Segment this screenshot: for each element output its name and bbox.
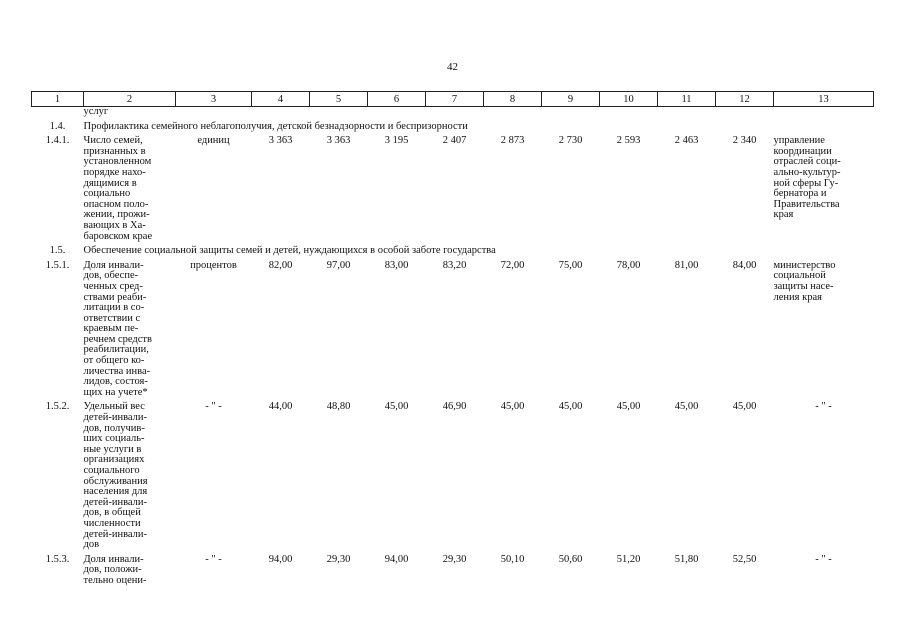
indicators-table: [31, 91, 874, 587]
text-line: отраслей соци-: [773, 156, 841, 168]
section-title: Профилактика семейного неблагополучия, детской безнадзорности и беспризорности: [83, 120, 468, 132]
indicator-value: 45,00: [732, 401, 757, 413]
text-line: дов, получив-: [83, 422, 145, 434]
indicator-value: 2 730: [558, 135, 583, 147]
indicator-value: 2 407: [442, 135, 467, 147]
section-title: Обеспечение социальной защиты семей и детей, нуждающихся в особой заботе государства: [83, 245, 496, 257]
text-line: краевым пе-: [83, 323, 139, 335]
text-line: лидов, состоя-: [83, 376, 148, 388]
indicator-value: 50,10: [500, 553, 525, 565]
text-line: жении, прожи-: [83, 209, 150, 221]
text-line: защиты насе-: [773, 280, 834, 292]
section-number: 1.4.: [49, 120, 66, 132]
indicator-name: [84, 551, 176, 587]
indicator-unit: - " -: [205, 401, 222, 413]
indicator-name: [84, 132, 176, 242]
text-line: координации: [773, 145, 832, 157]
indicator-value: 44,00: [268, 401, 293, 413]
indicator-number: 1.5.2.: [45, 401, 70, 413]
indicator-number: 1.5.1.: [45, 259, 70, 271]
text-line: детей-инвали-: [83, 496, 148, 508]
text-line: управление: [773, 135, 825, 147]
text-line: социального: [83, 465, 140, 476]
section-row: [32, 242, 874, 257]
indicator-row: [32, 257, 874, 399]
continuation-row: [32, 107, 874, 118]
indicator-row: [32, 398, 874, 550]
responsible-body: [774, 132, 874, 242]
indicator-value: 84,00: [732, 259, 757, 271]
text-line: ствами реаби-: [83, 291, 147, 303]
indicator-value: 29,30: [442, 553, 467, 565]
text-line: социальной: [773, 270, 826, 282]
indicator-value: 2 463: [674, 135, 699, 147]
column-header: 11: [658, 92, 716, 107]
column-header: 4: [252, 92, 310, 107]
indicator-value: 45,00: [674, 401, 699, 413]
indicator-unit: единиц: [197, 135, 230, 147]
text-line: вающих в Ха-: [83, 219, 146, 231]
indicator-value: 82,00: [268, 259, 293, 271]
indicator-value: 2 873: [500, 135, 525, 147]
text-line: Число семей,: [83, 135, 143, 147]
indicator-value: 45,00: [616, 401, 641, 413]
text-line: установленном: [83, 156, 152, 168]
indicator-value: 52,50: [732, 553, 757, 565]
column-header: 13: [774, 92, 874, 107]
indicator-value: 97,00: [326, 259, 351, 271]
text-line: дящимися в: [83, 177, 137, 189]
column-header: 5: [310, 92, 368, 107]
text-line: организациях: [83, 454, 145, 466]
text-line: ально-культур-: [773, 166, 841, 178]
indicator-value: 72,00: [500, 259, 525, 271]
section-row: [32, 118, 874, 133]
indicator-value: 29,30: [326, 553, 351, 565]
text-line: министерство: [773, 259, 836, 271]
indicator-value: 75,00: [558, 259, 583, 271]
text-line: опасном поло-: [83, 198, 149, 210]
indicator-number: 1.4.1.: [45, 135, 70, 147]
column-header: 6: [368, 92, 426, 107]
text-line: дов, положи-: [83, 564, 142, 576]
continuation-text: услуг: [83, 106, 109, 117]
text-line: ления края: [773, 291, 822, 303]
indicator-row: [32, 132, 874, 242]
text-line: - " -: [815, 401, 832, 413]
text-line: ответствии с: [83, 312, 141, 324]
text-line: личества инва-: [83, 365, 151, 377]
indicator-name: [84, 398, 176, 550]
text-line: социально: [83, 188, 131, 200]
text-line: Правительства: [773, 198, 840, 210]
text-line: - " -: [815, 553, 832, 565]
indicator-value: 45,00: [558, 401, 583, 413]
text-line: детей-инвали-: [83, 412, 148, 424]
header-row: [32, 92, 874, 107]
text-line: дов, обеспе-: [83, 270, 139, 282]
text-line: баровском крае: [83, 230, 153, 242]
indicator-value: 94,00: [268, 553, 293, 565]
text-line: ной сферы Гу-: [773, 177, 839, 189]
text-line: Доля инвали-: [83, 259, 144, 271]
indicator-value: 78,00: [616, 259, 641, 271]
indicator-value: 45,00: [500, 401, 525, 413]
indicator-value: 45,00: [384, 401, 409, 413]
indicator-value: 48,80: [326, 401, 351, 413]
text-line: ные услуги в: [83, 443, 142, 455]
indicator-value: 51,20: [616, 553, 641, 565]
indicator-value: 50,60: [558, 553, 583, 565]
column-header: 3: [176, 92, 252, 107]
text-line: дов, в общей: [83, 507, 141, 519]
column-header: 8: [484, 92, 542, 107]
text-line: населения для: [83, 486, 148, 498]
text-line: ченных сред-: [83, 280, 143, 292]
indicator-value: 3 363: [268, 135, 293, 147]
column-header: 12: [716, 92, 774, 107]
indicator-value: 81,00: [674, 259, 699, 271]
responsible-body: [774, 551, 874, 587]
indicator-unit: - " -: [205, 553, 222, 565]
text-line: края: [773, 209, 794, 221]
text-line: обслуживания: [83, 475, 148, 487]
responsible-body: [774, 398, 874, 550]
indicator-number: 1.5.3.: [45, 553, 70, 565]
column-header: 10: [600, 92, 658, 107]
column-header: 1: [32, 92, 84, 107]
indicator-value: 3 195: [384, 135, 409, 147]
indicator-row: [32, 551, 874, 587]
text-line: порядке нахо-: [83, 166, 146, 178]
indicator-name: [84, 257, 176, 399]
text-line: щих на учете*: [83, 386, 148, 398]
text-line: Удельный вес: [83, 401, 145, 413]
indicator-value: 51,80: [674, 553, 699, 565]
indicator-value: 94,00: [384, 553, 409, 565]
page-number: 42: [447, 61, 458, 73]
indicator-value: 2 340: [732, 135, 757, 147]
text-line: речнем средств: [83, 333, 152, 345]
column-header: 9: [542, 92, 600, 107]
section-number: 1.5.: [49, 245, 66, 257]
text-line: от общего ко-: [83, 355, 145, 367]
column-header: 7: [426, 92, 484, 107]
text-line: бернатора и: [773, 188, 827, 200]
text-line: численности: [83, 517, 141, 529]
text-line: ших социаль-: [83, 433, 145, 445]
text-line: Доля инвали-: [83, 553, 144, 565]
text-line: детей-инвали-: [83, 528, 148, 540]
indicator-value: 3 363: [326, 135, 351, 147]
text-line: тельно оцени-: [83, 574, 147, 586]
indicator-value: 83,00: [384, 259, 409, 271]
text-line: дов: [83, 539, 100, 551]
indicator-value: 83,20: [442, 259, 467, 271]
column-header: 2: [84, 92, 176, 107]
indicator-value: 2 593: [616, 135, 641, 147]
indicator-unit: процентов: [190, 259, 237, 271]
text-line: реабилитации,: [83, 344, 149, 356]
indicator-value: 46,90: [442, 401, 467, 413]
responsible-body: [774, 257, 874, 399]
text-line: признанных в: [83, 145, 146, 157]
text-line: литации в со-: [83, 302, 145, 314]
